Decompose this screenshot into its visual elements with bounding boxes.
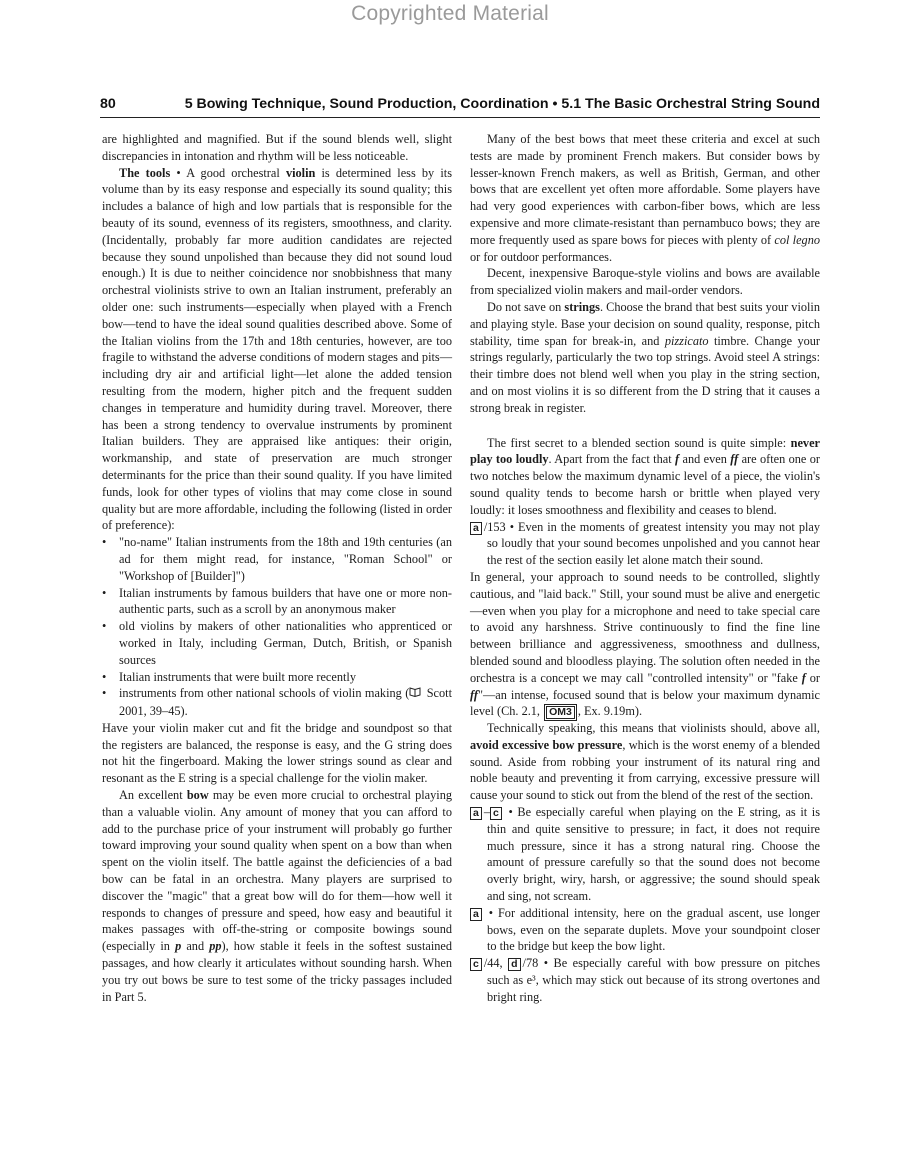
page-number: 80: [100, 96, 116, 112]
excerpt-box-marker: c: [490, 807, 502, 820]
key-term: never play too loudly: [470, 435, 820, 467]
list-item: • "no-name" Italian instruments from the 18th and 19th centuries (an ad for them might read, for instance, "Roman School" or "Workshop of [Builder]"): [102, 535, 452, 583]
key-term: strings: [564, 299, 600, 314]
excerpt-box-marker: c: [470, 958, 482, 971]
right-column: [470, 131, 820, 1006]
dynamic-marking: p: [175, 939, 182, 954]
book-icon: [409, 686, 421, 703]
excerpt-cue: a • For additional intensity, here on the gradual ascent, use longer bows, even on the separate duplets. Move your soundpoint closer to the bridge but keep the bow light.: [470, 905, 820, 955]
paragraph: Have your violin maker cut and fit the bridge and soundpost so that the registers are balanced, the response is easy, and the G string does not hit the fingerboard. Making the lower strings sound as clear and resonant as the E string is a special challenge for the violin maker.: [102, 720, 452, 786]
excerpt-cue: a /153 • Even in the moments of greatest intensity you may not play so loudly that your sound becomes unpolished and you cannot hear the rest of the section easily let alone match their sound.: [470, 519, 820, 569]
running-header: [100, 95, 820, 118]
paragraph: In general, your approach to sound needs to be controlled, slightly cautious, and "laid back." Still, your sound must be alive and energetic—even when you play for a microphone and need to take special care to avoid any harshness. Strive continuously to find the fine line between brilliance and aggressiveness, smoothness and dullness, blended sound and bloodless playing. The solution often needed in the orchestra is a concept we may call "controlled intensity" or "fake f or ff"—an intense, focused sound that is below your maximum dynamic level (Ch. 2.1, OM3 , Ex. 9.19m).: [470, 569, 820, 719]
left-column: [102, 131, 452, 1005]
excerpt-box-marker: a: [470, 807, 482, 820]
dynamic-marking: ff: [470, 687, 478, 702]
dynamic-marking: pp: [209, 939, 222, 954]
excerpt-box-marker: a: [470, 522, 482, 535]
run-in-heading: The tools: [119, 165, 171, 180]
excerpt-cue: c /44, d /78 • Be especially careful with bow pressure on pitches such as e³, which may stick out because of its strong overtones and bright ring.: [470, 955, 820, 1005]
chapter-title: 5 Bowing Technique, Sound Production, Coordination • 5.1 The Basic Orchestral String Sound: [184, 96, 820, 112]
list-item: • Italian instruments that were built more recently: [102, 669, 356, 684]
dynamic-marking: f: [801, 670, 806, 685]
excerpt-box-marker: a: [470, 908, 482, 921]
paragraph-bow: An excellent bow may be even more crucial to orchestral playing than a valuable violin. Any amount of money that you can afford to add to the purchase price of your instrument will probably go further toward improving your sound quality when spent on a bow than when spent on the violin itself. The battle against the deficiencies of a bad bow can be fatal in an orchestra. Many players are surprised to discover the "magic" that a great bow will do for them—how well it responds to changes of pressure and speed, how easy and beautiful it makes passages with off-the-string or composite bowings sound (especially in p and pp), how stable it feels in the softest sustained passages, and how clearly it articulates without sounding harsh. When you try out bows be sure to test some of the tricky passages included in Part 5.: [102, 788, 452, 1004]
excerpt-cue: a – c • Be especially careful when playing on the E string, as it is thin and quite sensitive to pressure; in fact, it does not require much pressure, since it has a strong natural ring. Choose the amount of pressure carefully so that the sound does not become overly bright, wiry, harsh, or aggressive; the sound should speak and sing, not scream.: [470, 804, 820, 905]
paragraph: Decent, inexpensive Baroque-style violins and bows are available from specialized violin makers and mail-order vendors.: [470, 266, 820, 298]
paragraph-pressure: Technically speaking, this means that violinists should, above all, avoid excessive bow pressure, which is the worst enemy of a blended sound. Aside from robbing your instrument of its natural ring and noble beauty and preventing it from carrying, excessive pressure will cause your sound to stick out from the blend of the rest of the section.: [470, 721, 820, 803]
key-term: violin: [285, 165, 316, 180]
dynamic-marking: ff: [730, 452, 739, 467]
list-item: • instruments from other national schools of violin making ( Scott 2001, 39–45).: [102, 686, 452, 719]
dynamic-marking: f: [675, 452, 680, 467]
paragraph-loudness: The first secret to a blended section sound is quite simple: never play too loudly. Apart from the fact that f and even ff are often one or two notches below the maximum dynamic level of a piece, the violin's sound quality tends to become harsh or brittle when played very loudly: it loses smoothness and flexibility and ceases to blend.: [470, 435, 820, 517]
violin-types-list: [102, 534, 452, 720]
list-item: • Italian instruments by famous builders that have one or more non-authentic parts, such as a scroll by an anonymous maker: [102, 585, 452, 617]
paragraph-strings: Do not save on strings. Choose the brand that best suits your violin and playing style. Base your decision on sound quality, response, pitch stability, time span for break-in, and pizzicato timbre. Change your strings regularly, particularly the two top strings. Avoid steel A strings: their timbre does not blend well when you play in the string section, and on most violins it is so different from the D string that it causes a strong break in register.: [470, 299, 821, 415]
paragraph: are highlighted and magnified. But if the sound blends well, slight discrepancies in intonation and rhythm will be less noticeable.: [102, 132, 452, 163]
list-item: • old violins by makers of other nationalities who apprenticed or worked in Italy, including German, Dutch, British, or Spanish sources: [102, 619, 452, 667]
excerpt-box-marker: d: [508, 958, 520, 971]
copyright-watermark: Copyrighted Material: [351, 2, 549, 25]
om-reference-box: OM3: [546, 706, 575, 719]
key-term: bow: [186, 788, 209, 803]
paragraph: Many of the best bows that meet these criteria and excel at such tests are made by prominent French makers. But consider bows by lesser-known French makers, as well as British, German, and other bows that are excellent yet often more affordable. Some players have had very good experiences with carbon-fiber bows, which are less expensive and more climate-resistant than pernambuco bows; they are more frequently used as spare bows for pieces with plenty of col legno or for outdoor performances.: [470, 132, 820, 264]
key-term: avoid excessive bow pressure: [470, 737, 623, 752]
paragraph-tools: The tools • A good orchestral violin is determined less by its volume than by its easy response and especially its sound quality; this includes a balance of high and low partials that is responsible for the beauty of its sound, evenness of its registers, smoothness, and clarity. (Incidentally, probably far more audition candidates are rejected because they sound unpolished than because they did not sound loud enough.) It is due to neither coincidence nor snobbishness that many orchestral violinists strive to own an Italian instrument, preferably an older one: such instruments—especially when played with a French bow—tend to have the ideal sound qualities described above. Some of the Italian violins from the 17th and 18th centuries, however, are too fragile to withstand the adverse conditions of modern stages and pits—including dry air and artificial light—let alone the added tension resulting from the modern, higher pitch and the frequent sudden changes in temperature and humidity during travel. Moreover, there has been a strong tendency to overvalue instruments by prominent Italian builders. They are appraised like antiques: their origin, workmanship, and state of preservation are much stronger determinants for the price than their sound quality. If you have limited funds, look for other types of violins that may come close in sound quality but are more affordable, including the following (listed in order of preference):: [102, 165, 452, 533]
